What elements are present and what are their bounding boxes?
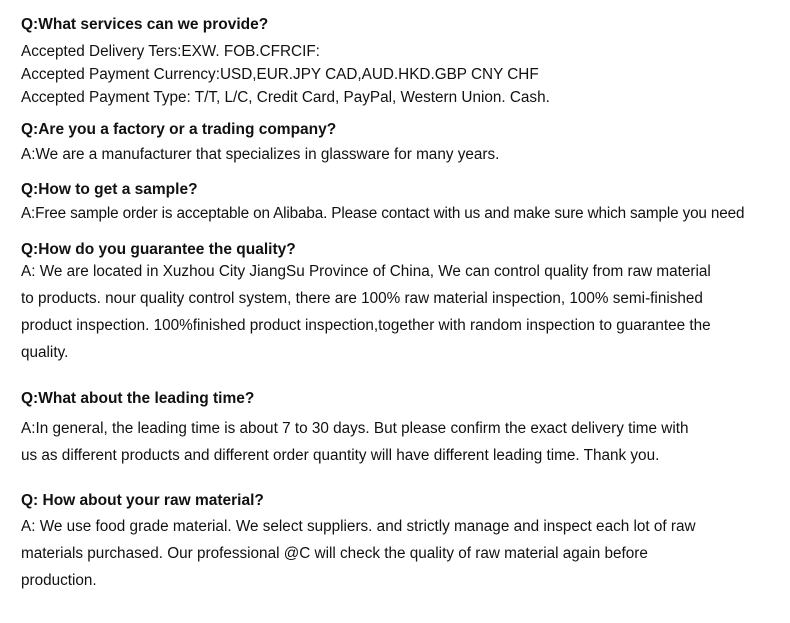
faq-question-quality: Q:How do you guarantee the quality?: [21, 241, 296, 258]
faq-question-sample: Q:How to get a sample?: [21, 181, 198, 198]
faq-answer-line: production.: [21, 572, 97, 589]
faq-answer-line: Accepted Payment Type: T/T, L/C, Credit Card, PayPal, Western Union. Cash.: [21, 89, 550, 106]
faq-answer-line: us as different products and different order quantity will have different leading time. Thank you.: [21, 447, 660, 464]
faq-question-services: Q:What services can we provide?: [21, 16, 269, 33]
faq-question-factory: Q:Are you a factory or a trading company?: [21, 121, 337, 138]
faq-answer-line: A:Free sample order is acceptable on Alibaba. Please contact with us and make sure which sample you need: [21, 205, 745, 222]
faq-answer-line: A: We are located in Xuzhou City JiangSu Province of China, We can control quality from raw material: [21, 263, 711, 280]
faq-answer-line: A: We use food grade material. We select suppliers. and strictly manage and inspect each lot of raw: [21, 518, 696, 535]
faq-question-raw-material: Q: How about your raw material?: [21, 492, 264, 509]
faq-answer-line: to products. nour quality control system, there are 100% raw material inspection, 100% semi-finished: [21, 290, 703, 307]
faq-question-leading-time: Q:What about the leading time?: [21, 390, 255, 407]
faq-answer-line: product inspection. 100%finished product inspection,together with random inspection to guarantee the: [21, 317, 711, 334]
faq-answer-line: A:We are a manufacturer that specializes in glassware for many years.: [21, 146, 500, 163]
faq-answer-line: materials purchased. Our professional @C will check the quality of raw material again before: [21, 545, 648, 562]
faq-answer-line: Accepted Delivery Ters:EXW. FOB.CFRCIF:: [21, 43, 320, 60]
faq-answer-line: quality.: [21, 344, 69, 361]
faq-answer-line: Accepted Payment Currency:USD,EUR.JPY CAD,AUD.HKD.GBP CNY CHF: [21, 66, 539, 83]
faq-answer-line: A:In general, the leading time is about 7 to 30 days. But please confirm the exact delivery time with: [21, 420, 689, 437]
